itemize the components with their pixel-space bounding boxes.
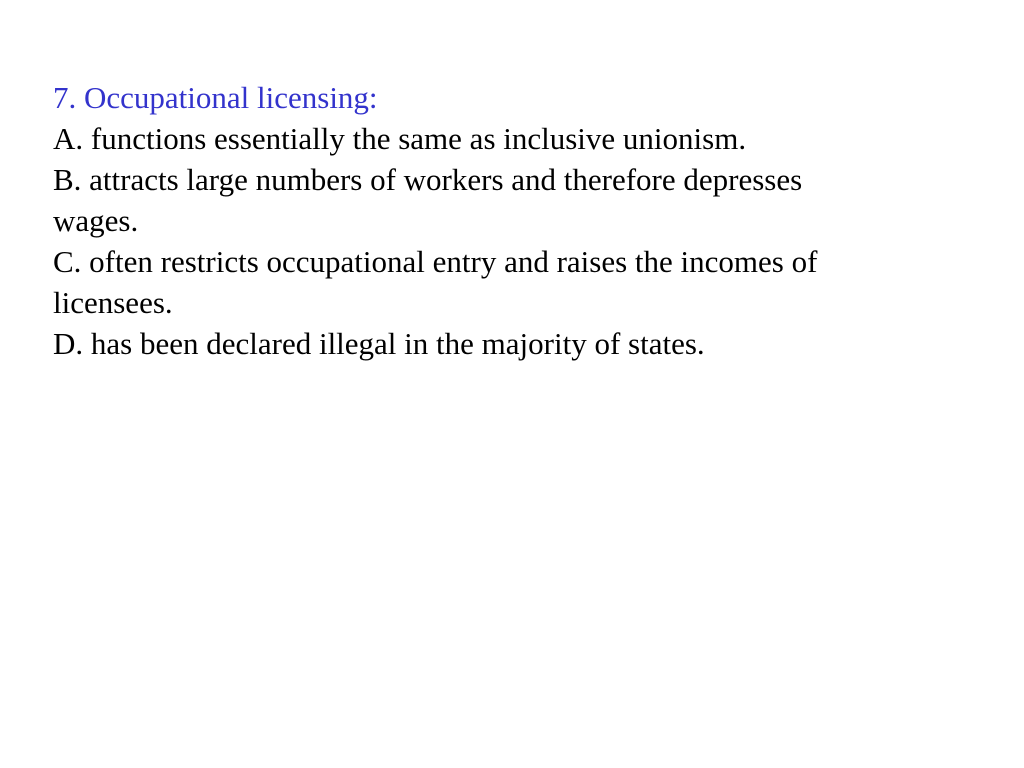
option-b-line-2: wages.: [53, 203, 139, 238]
option-c-line-1: C. often restricts occupational entry and raises the incomes of: [53, 244, 818, 279]
question-title: 7. Occupational licensing:: [53, 80, 378, 115]
option-a-line: A. functions essentially the same as inclusive unionism.: [53, 121, 747, 156]
option-c-line-2: licensees.: [53, 285, 173, 320]
option-d-line: D. has been declared illegal in the majority of states.: [53, 326, 705, 361]
question-text-block: [53, 77, 993, 364]
option-b-line-1: B. attracts large numbers of workers and therefore depresses: [53, 162, 803, 197]
